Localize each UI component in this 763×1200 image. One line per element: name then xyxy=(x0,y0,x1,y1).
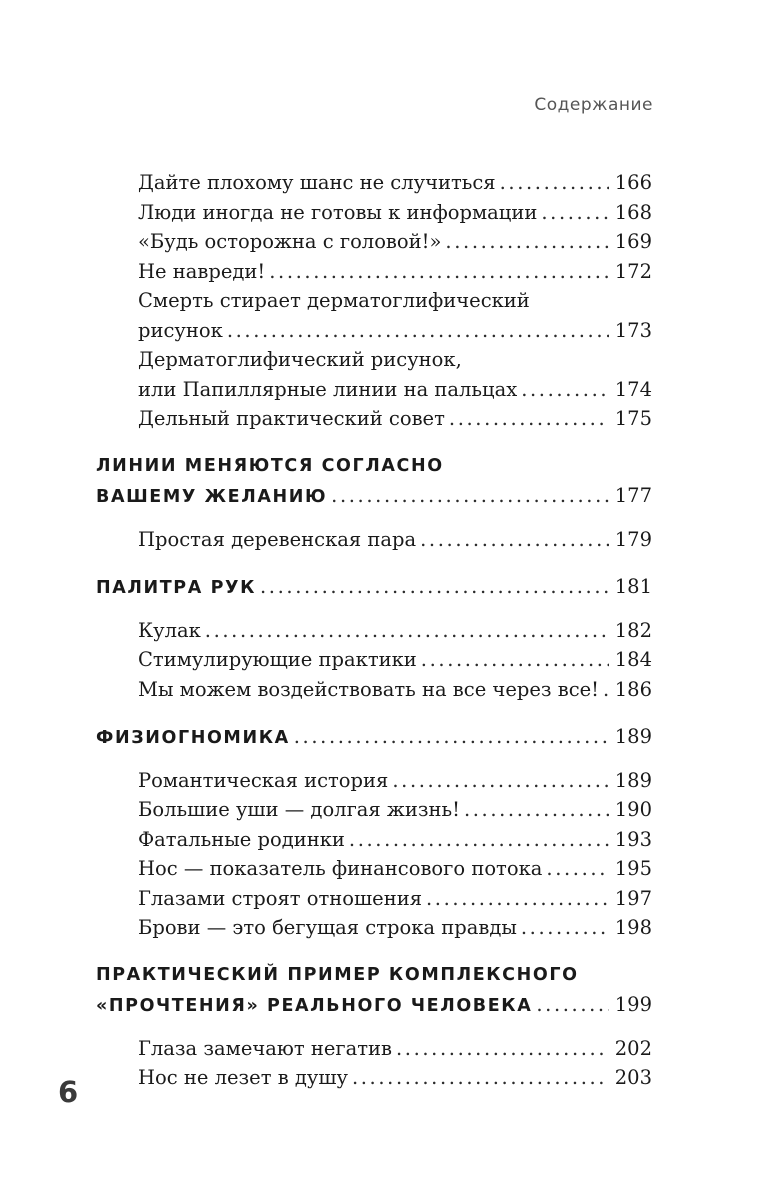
toc-entry[interactable] xyxy=(96,766,652,796)
toc-entry-title: Фатальные родинки xyxy=(138,827,345,851)
dot-leader xyxy=(420,525,609,555)
toc-entry[interactable] xyxy=(96,795,652,825)
dot-leader xyxy=(331,481,609,511)
toc-page-number: 195 xyxy=(614,857,652,880)
toc-entry-title: Простая деревенская пара xyxy=(138,527,417,551)
toc-entry[interactable] xyxy=(96,227,652,257)
toc-page-number: 189 xyxy=(614,725,652,748)
toc-entry[interactable] xyxy=(96,525,652,555)
toc-chapter-title-line: ЛИНИИ МЕНЯЮТСЯ СОГЛАСНО xyxy=(96,455,444,476)
toc-entry-title: Кулак xyxy=(138,618,201,642)
section-gap xyxy=(96,752,652,766)
dot-leader xyxy=(205,616,609,646)
toc-entry[interactable] xyxy=(96,825,652,855)
dot-leader xyxy=(260,572,609,602)
toc-entry-title: Брови — это бегущая строка правды xyxy=(138,916,517,939)
dot-leader xyxy=(464,795,609,825)
toc-page-number: 193 xyxy=(614,827,652,851)
dot-leader xyxy=(421,645,609,675)
toc-page-number: 173 xyxy=(614,318,652,342)
toc-chapter-title-line: ПРАКТИЧЕСКИЙ ПРИМЕР КОМПЛЕКСНОГО xyxy=(96,964,579,985)
toc-chapter-title: ВАШЕМУ ЖЕЛАНИЮ xyxy=(96,487,328,507)
toc-entry[interactable] xyxy=(96,404,652,434)
toc-page-number: 169 xyxy=(614,230,652,253)
dot-leader xyxy=(396,1034,609,1064)
toc-entry-title: Дельный практический совет xyxy=(138,407,445,430)
dot-leader xyxy=(352,1063,609,1093)
toc-chapter-title: ФИЗИОГНОМИКА xyxy=(96,728,290,748)
toc-entry[interactable] xyxy=(96,675,652,705)
toc-chapter[interactable] xyxy=(96,722,652,752)
section-gap xyxy=(96,554,652,572)
running-head: Содержание xyxy=(534,95,653,115)
toc-page-number: 186 xyxy=(614,677,652,701)
toc-page-number: 174 xyxy=(614,377,652,401)
table-of-contents xyxy=(96,168,652,1093)
toc-chapter[interactable] xyxy=(96,572,652,602)
toc-chapter[interactable] xyxy=(96,990,652,1020)
toc-entry[interactable] xyxy=(96,168,652,198)
toc-entry[interactable] xyxy=(96,316,652,346)
toc-entry-title: Нос — показатель финансового потока xyxy=(138,857,543,880)
toc-page-number: 203 xyxy=(614,1066,652,1089)
dot-leader xyxy=(500,168,609,198)
page-number: 6 xyxy=(58,1075,79,1109)
toc-entry-title: Мы можем воздействовать на все через все! xyxy=(138,677,599,701)
dot-leader xyxy=(294,722,609,752)
toc-page-number: 199 xyxy=(614,993,652,1016)
toc-entry-title-line: Смерть стирает дерматоглифический xyxy=(138,289,530,312)
toc-chapter-title: ПАЛИТРА РУК xyxy=(96,578,256,598)
toc-page-number: 177 xyxy=(614,484,652,507)
toc-entry-title: Большие уши — долгая жизнь! xyxy=(138,798,460,821)
toc-entry[interactable] xyxy=(96,616,652,646)
toc-page-number: 179 xyxy=(614,527,652,551)
toc-entry-title: или Папиллярные линии на пальцах xyxy=(138,377,518,401)
toc-page-number: 168 xyxy=(614,200,652,224)
toc-entry-title: Не навреди! xyxy=(138,259,266,283)
toc-entry[interactable] xyxy=(96,375,652,405)
toc-entry[interactable] xyxy=(96,884,652,914)
toc-page-number: 197 xyxy=(614,886,652,910)
dot-leader xyxy=(449,404,609,434)
section-gap xyxy=(96,943,652,961)
toc-page-number: 190 xyxy=(614,798,652,821)
dot-leader xyxy=(546,854,608,884)
dot-leader xyxy=(349,825,609,855)
toc-page-number: 189 xyxy=(614,768,652,792)
toc-page-number: 175 xyxy=(614,407,652,430)
toc-entry-title-line: Дерматоглифический рисунок, xyxy=(138,348,462,371)
dot-leader xyxy=(541,198,608,228)
dot-leader xyxy=(603,675,609,705)
toc-page-number: 182 xyxy=(614,618,652,642)
section-gap xyxy=(96,511,652,525)
toc-page-number: 166 xyxy=(614,171,652,194)
section-gap xyxy=(96,434,652,452)
toc-entry[interactable] xyxy=(96,257,652,287)
toc-page-number: 184 xyxy=(614,648,652,671)
toc-entry[interactable] xyxy=(96,1034,652,1064)
dot-leader xyxy=(392,766,608,796)
toc-entry[interactable] xyxy=(96,913,652,943)
dot-leader xyxy=(521,913,609,943)
toc-entry-title: Нос не лезет в душу xyxy=(138,1066,348,1089)
dot-leader xyxy=(521,375,609,405)
section-gap xyxy=(96,1020,652,1034)
toc-entry-title: Люди иногда не готовы к информации xyxy=(138,200,538,224)
toc-page-number: 202 xyxy=(614,1036,652,1060)
toc-page-number: 198 xyxy=(614,916,652,939)
toc-page-number: 181 xyxy=(614,575,652,598)
toc-entry-title: Глаза замечают негатив xyxy=(138,1036,392,1060)
toc-entry-title: «Будь осторожна с головой!» xyxy=(138,230,442,253)
section-gap xyxy=(96,602,652,616)
toc-chapter[interactable] xyxy=(96,481,652,511)
dot-leader xyxy=(445,227,608,257)
toc-entry[interactable] xyxy=(96,854,652,884)
dot-leader xyxy=(269,257,609,287)
toc-entry-title: Стимулирующие практики xyxy=(138,648,417,671)
toc-entry-title: Дайте плохому шанс не случиться xyxy=(138,171,496,194)
toc-entry[interactable] xyxy=(96,645,652,675)
section-gap xyxy=(96,704,652,722)
dot-leader xyxy=(426,884,609,914)
toc-entry[interactable] xyxy=(96,198,652,228)
toc-entry[interactable] xyxy=(96,1063,652,1093)
dot-leader xyxy=(227,316,609,346)
toc-page-number: 172 xyxy=(614,259,652,283)
toc-entry-title: Глазами строят отношения xyxy=(138,886,422,910)
toc-entry-title: рисунок xyxy=(138,318,223,342)
toc-chapter-title: «ПРОЧТЕНИЯ» РЕАЛЬНОГО ЧЕЛОВЕКА xyxy=(96,996,533,1016)
toc-entry-title: Романтическая история xyxy=(138,768,389,792)
dot-leader xyxy=(536,990,608,1020)
